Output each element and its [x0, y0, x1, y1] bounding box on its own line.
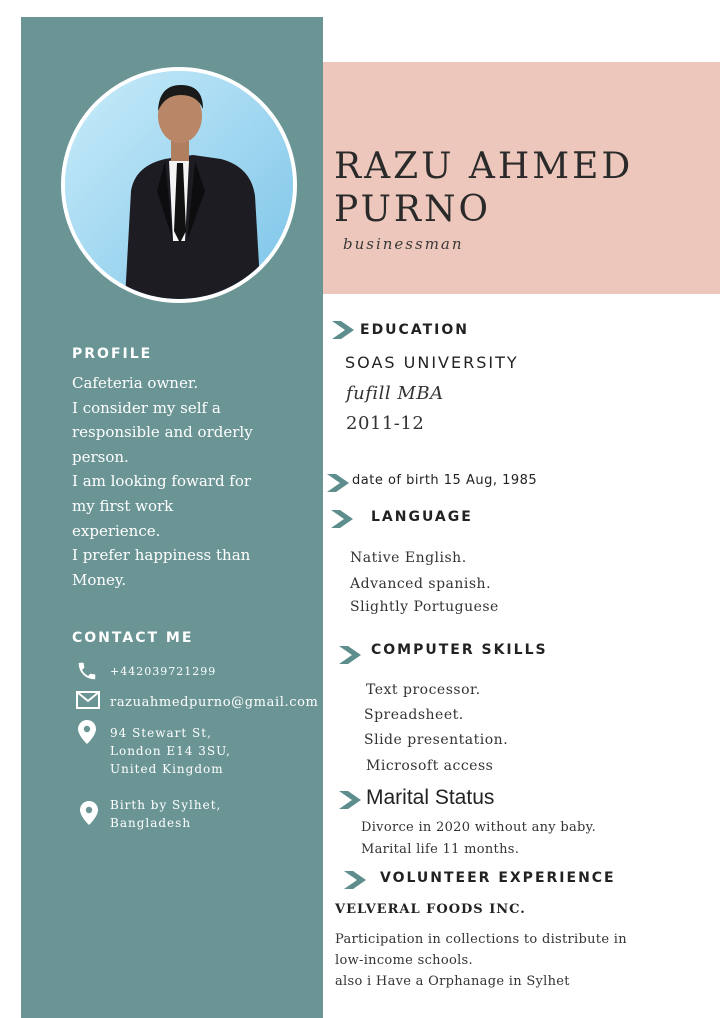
skill-item: Spreadsheet. [364, 707, 464, 723]
profile-line: responsible and orderly [72, 423, 253, 442]
chevron-arrow-icon [339, 646, 361, 664]
address-line: London E14 3SU, [110, 744, 231, 758]
chevron-arrow-icon [331, 510, 353, 528]
profile-line: my first work [72, 496, 174, 515]
chevron-arrow-icon [327, 474, 349, 492]
volunteer-detail: also i Have a Orphanage in Sylhet [335, 974, 570, 989]
profile-line: Cafeteria owner. [72, 374, 199, 392]
profile-line: I am looking foward for [72, 472, 252, 491]
chevron-arrow-icon [344, 871, 366, 889]
email-address[interactable]: razuahmedpurno@gmail.com [110, 695, 319, 710]
phone-number[interactable]: +442039721299 [110, 665, 217, 678]
school-name: SOAS UNIVERSITY [345, 353, 519, 372]
profile-line: I consider my self a [72, 398, 221, 417]
location-pin-icon [80, 800, 98, 826]
profile-photo [61, 67, 297, 303]
volunteer-detail: Participation in collections to distribute in [335, 932, 627, 947]
language-item: Slightly Portuguese [350, 599, 499, 615]
contact-heading: CONTACT ME [72, 630, 194, 646]
volunteer-heading: VOLUNTEER EXPERIENCE [380, 870, 616, 886]
job-title: businessman [343, 235, 464, 253]
birthplace [110, 796, 221, 832]
address-line: 94 Stewart St, [110, 726, 212, 740]
marital-status-heading: Marital Status [366, 786, 495, 809]
name-line-1: RAZU AHMED [334, 146, 634, 187]
skill-item: Microsoft access [366, 758, 494, 774]
profile-heading: PROFILE [72, 346, 153, 362]
phone-icon [76, 660, 98, 682]
address-line: United Kingdom [110, 762, 224, 776]
profile-line: experience. [72, 521, 161, 540]
chevron-arrow-icon [332, 321, 354, 339]
address [110, 724, 231, 778]
skill-item: Text processor. [366, 682, 481, 698]
profile-line: I prefer happiness than [72, 546, 251, 565]
education-heading: EDUCATION [360, 322, 469, 338]
volunteer-organization: VELVERAL FOODS INC. [335, 902, 526, 917]
mail-icon [76, 690, 100, 710]
location-pin-icon [78, 720, 96, 744]
volunteer-detail: low-income schools. [335, 953, 473, 968]
birthplace-line: Bangladesh [110, 816, 192, 830]
computer-skills-heading: COMPUTER SKILLS [371, 642, 548, 658]
person-name [334, 145, 633, 231]
birthplace-line: Birth by Sylhet, [110, 798, 222, 812]
profile-text [72, 371, 312, 592]
degree: fufill MBA [346, 383, 444, 404]
skill-item: Slide presentation. [364, 732, 509, 748]
chevron-arrow-icon [339, 791, 361, 809]
date-of-birth: date of birth 15 Aug, 1985 [352, 473, 538, 488]
marital-detail: Marital life 11 months. [361, 842, 520, 857]
profile-line: Money. [72, 570, 127, 589]
profile-line: person. [72, 447, 129, 466]
language-item: Advanced spanish. [350, 576, 492, 592]
education-years: 2011-12 [346, 413, 425, 434]
marital-detail: Divorce in 2020 without any baby. [361, 820, 597, 835]
language-heading: LANGUAGE [371, 509, 473, 525]
name-line-2: PURNO [334, 189, 492, 230]
language-item: Native English. [350, 550, 467, 566]
